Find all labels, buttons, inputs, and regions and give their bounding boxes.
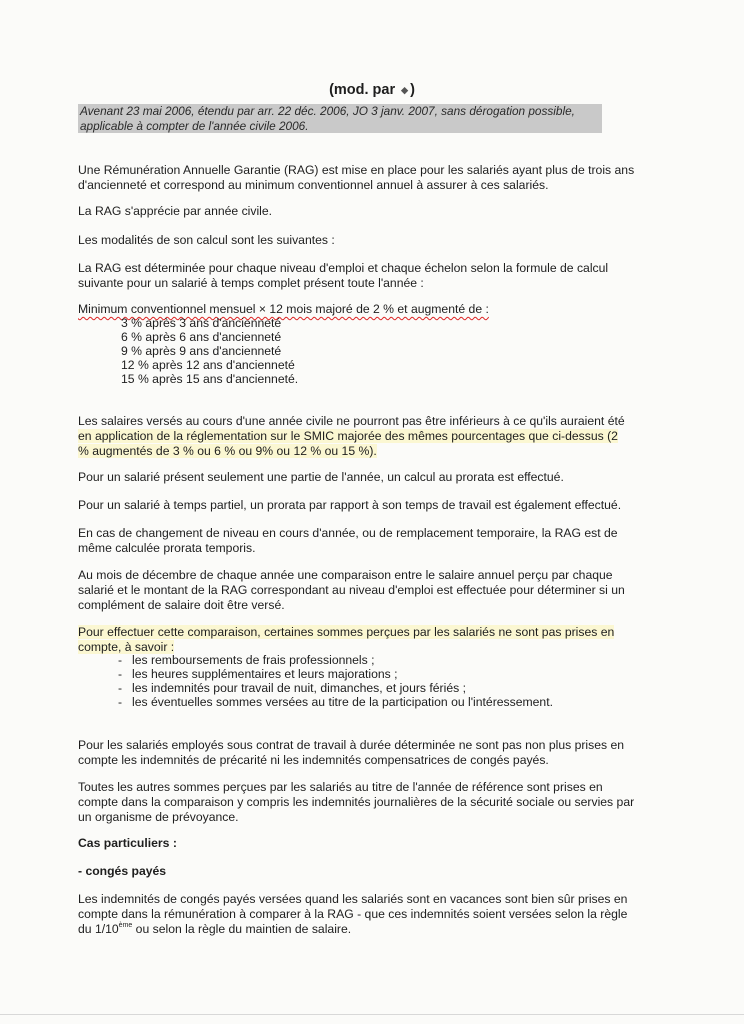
paragraph-exclusions [78, 625, 658, 655]
conges-line: du 1/10ème ou selon la règle du maintien de salaire. [78, 922, 352, 936]
exclusion-item: - les heures supplémentaires et leurs majorations ; [118, 667, 398, 681]
page-title [0, 82, 744, 98]
heading-cas-particuliers: Cas particuliers : [78, 836, 177, 850]
superscript-eme: ème [118, 922, 133, 929]
exclusion-item: - les remboursements de frais professionnels ; [118, 653, 375, 667]
exclusion-item: - les éventuelles sommes versées au titre de la participation ou l'intéressement. [118, 695, 553, 709]
increment-item: 12 % après 12 ans d'ancienneté [121, 358, 295, 372]
paragraph-determination: La RAG est déterminée pour chaque niveau d'emploi et chaque échelon selon la formule de calcul suivante pour un salarié à temps complet présent toute l'année : [78, 261, 609, 290]
increment-item: 15 % après 15 ans d'ancienneté. [121, 372, 299, 386]
exclusions-line: Pour effectuer cette comparaison, certaines sommes perçues par les salariés ne sont pas prises en [78, 625, 615, 639]
salaires-line: en application de la réglementation sur le SMIC majorée des mêmes pourcentages que ci-dessus (2 [78, 429, 618, 443]
increment-item: 6 % après 6 ans d'ancienneté [121, 330, 282, 344]
paragraph-modalites: Les modalités de son calcul sont les suivantes : [78, 233, 335, 247]
paragraph-intro: Une Rémunération Annuelle Garantie (RAG) est mise en place pour les salariés ayant plus de trois ans d'ancienneté et correspond au minimum conventionnel annuel à assurer à ces salariés. [78, 163, 635, 192]
paragraph-salaires [78, 414, 658, 459]
formula-text: Minimum conventionnel mensuel × 12 mois majoré de 2 % et augmenté de : [78, 302, 489, 316]
paragraph-autres-sommes: Toutes les autres sommes perçues par les salariés au titre de l'année de référence sont prises en compte dans la comparaison y compris les indemnités journalières de la sécurité sociale ou servies par un organisme de prévoyance. [78, 780, 635, 824]
page-edge-divider [0, 1014, 744, 1015]
paragraph-cdd: Pour les salariés employés sous contrat de travail à durée déterminée ne sont pas non plus prises en compte les indemnités de précarité ni les indemnités compensatrices de congés payés. [78, 738, 625, 767]
exclusions-line: compte, à savoir : [78, 640, 175, 654]
heading-conges-payes: - congés payés [78, 864, 167, 878]
conges-line: Les indemnités de congés payés versées quand les salariés sont en vacances sont bien sûr prises en [78, 892, 628, 906]
paragraph-prorata-annee: Pour un salarié présent seulement une partie de l'année, un calcul au prorata est effectué. [78, 470, 564, 484]
formula-line [78, 302, 638, 317]
paragraph-prorata-temps-partiel: Pour un salarié à temps partiel, un prorata par rapport à son temps de travail est également effectué. [78, 498, 622, 512]
paragraph-changement-niveau: En cas de changement de niveau en cours d'année, ou de remplacement temporaire, la RAG est de même calculée prorata temporis. [78, 526, 618, 555]
title-text-close: ) [410, 82, 415, 98]
paragraph-conges [78, 892, 658, 937]
increment-item: 3 % après 3 ans d'ancienneté [121, 316, 282, 330]
salaires-line: % augmentés de 3 % ou 6 % ou 9% ou 12 % ou 15 %). [78, 444, 377, 458]
conges-line: compte dans la rémunération à comparer à la RAG - que ces indemnités soient versées selon la règle [78, 907, 628, 921]
reference-note: Avenant 23 mai 2006, étendu par arr. 22 déc. 2006, JO 3 janv. 2007, sans dérogation possible, applicable à compter de l'année civile 2006. [78, 104, 602, 133]
title-text: (mod. par [329, 82, 396, 98]
paragraph-comparaison: Au mois de décembre de chaque année une comparaison entre le salaire annuel perçu par chaque salarié et le montant de la RAG correspondant au niveau d'emploi est effectuée pour déterminer si un complément de salaire doit être versé. [78, 568, 625, 612]
increment-item: 9 % après 9 ans d'ancienneté [121, 344, 282, 358]
paragraph-civil-year: La RAG s'apprécie par année civile. [78, 204, 273, 218]
salaires-line: Les salaires versés au cours d'une année civile ne pourront pas être inférieurs à ce qu'ils auraient été [78, 414, 625, 428]
exclusion-item: - les indemnités pour travail de nuit, dimanches, et jours fériés ; [118, 681, 466, 695]
diamond-icon: ◆ [401, 85, 409, 95]
